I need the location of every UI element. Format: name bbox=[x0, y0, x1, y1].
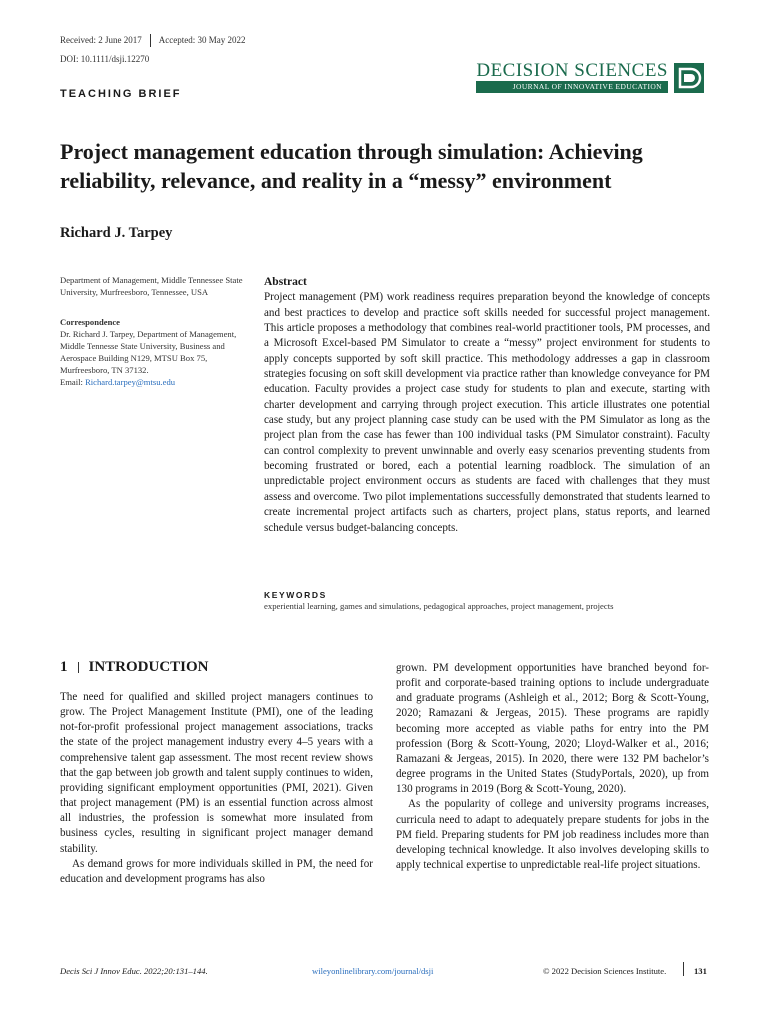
accepted-date: Accepted: 30 May 2022 bbox=[158, 35, 246, 45]
journal-subtitle: JOURNAL OF INNOVATIVE EDUCATION bbox=[476, 81, 668, 93]
correspondence bbox=[60, 316, 250, 388]
journal-logo-icon bbox=[674, 63, 704, 93]
correspondence-email bbox=[60, 376, 250, 388]
paragraph: The need for qualified and skilled project managers continues to grow. The Project Management Institute (PMI), one of the leading not-for-profit professional project management associations, tracks the state of the project management industry every 4–5 years with a comprehensive talent gap assessment. The most recent review shows that the gap between job growth and talent supply continues to widen, providing significant employment opportunities (PMI, 2021). Given that project management (PM) is an essential function across almost all industries, the profession is somewhat more insulated from business cycles, resulting in significant project manager demand stability. bbox=[60, 691, 373, 855]
received-date: Received: 2 June 2017 bbox=[60, 35, 142, 45]
page-number: 131 bbox=[694, 966, 707, 976]
affiliation: Department of Management, Middle Tennessee State University, Murfreesboro, Tennessee, USA bbox=[60, 275, 243, 297]
keywords bbox=[264, 590, 710, 612]
correspondence-text: Dr. Richard J. Tarpey, Department of Management, Middle Tennesse State University, Business and Aerospace Building N129, MTSU Box 75, Murfreesboro, TN 37132. bbox=[60, 329, 237, 375]
abstract bbox=[264, 275, 710, 536]
section-heading bbox=[60, 659, 209, 676]
keywords-list: experiential learning, games and simulations, pedagogical approaches, project management, projects bbox=[264, 601, 614, 611]
journal-name: DECISION SCIENCES bbox=[476, 60, 668, 81]
footer-citation: Decis Sci J Innov Educ. 2022;20:131–144. bbox=[60, 966, 208, 976]
received-accepted-dates bbox=[60, 34, 245, 47]
email-label: Email: bbox=[60, 377, 86, 387]
body-column-left bbox=[60, 690, 373, 887]
divider bbox=[78, 662, 79, 673]
divider bbox=[683, 962, 684, 976]
footer-url[interactable]: wileyonlinelibrary.com/journal/dsji bbox=[312, 966, 434, 976]
article-title: Project management education through simulation: Achieving reliability, relevance, and reality in a “messy” environment bbox=[60, 139, 643, 193]
abstract-text: Project management (PM) work readiness requires preparation beyond the knowledge of concepts and best practices to develop and practice soft skills needed for successful project management. This article proposes a methodology that combines real-world practitioner tools, PM processes, and a Microsoft Excel-based PM Simulator to create a “messy” project environment for students to apply concepts supported by soft skill practice. This methodology addresses a gap in classroom strategies focusing on soft skill development via practice rather than knowledge conveyance for PM education. Faculty provides a project case study for students to plan and execute, starting with charter development and carrying through project execution. This article illustrates one potential case study, but any project planning case study can be used with the PM Simulator as long as the project plan from the case has fewer than 100 individual tasks (PM Simulator constraint). Faculty can control complexity to prevent unwinnable and overly easy scenarios preventing students from becoming frustrated or bored, each a potential learning roadblock. The simulation of an unpredictable project environment occurs as students are faced with challenges that they must assess and overcome. Two pilot implementations successfully demonstrated that students learned to create incremental project artifacts such as charters, project plans, status reports, and learned schedule versus budget-balancing concepts. bbox=[264, 291, 710, 534]
section-title: INTRODUCTION bbox=[88, 659, 209, 675]
body-column-right bbox=[396, 661, 709, 873]
section-label: TEACHING BRIEF bbox=[60, 88, 182, 100]
paragraph: grown. PM development opportunities have branched beyond for-profit and corporate-based training options to include undergraduate and graduate programs (Ashleigh et al., 2012; Borg & Scott-Young, 2020; Ramazani & Jergeas, 2015). These programs are rapidly becoming more accepted as viable paths for entry into the PM profession (Borg & Scott-Young, 2020; Lloyd-Walker et al., 2016; Ramazani & Jergeas, 2015). In 2020, there were 132 PM bachelor’s degree programs in the United States (StudyPortals, 2020), up from 130 programs in 2019 (Borg & Scott-Young, 2020). bbox=[396, 662, 709, 796]
abstract-heading: Abstract bbox=[264, 276, 307, 288]
doi: DOI: 10.1111/dsji.12270 bbox=[60, 54, 150, 64]
paragraph: As demand grows for more individuals skilled in PM, the need for education and development programs has also bbox=[60, 857, 373, 885]
paragraph: As the popularity of college and university programs increases, curricula need to adapt to adequately prepare students for jobs in the PM field. Preparing students for PM job readiness includes more than developing technical knowledge. It also involves developing skills to apply technical expertise to unpredictable real-life project situations. bbox=[396, 798, 709, 872]
journal-brand bbox=[476, 62, 704, 93]
author-name: Richard J. Tarpey bbox=[60, 225, 173, 241]
email-link[interactable]: Richard.tarpey@mtsu.edu bbox=[85, 377, 176, 387]
section-number: 1 bbox=[60, 659, 68, 675]
correspondence-heading: Correspondence bbox=[60, 317, 120, 327]
divider bbox=[150, 34, 151, 47]
footer-copyright: © 2022 Decision Sciences Institute. bbox=[543, 966, 667, 976]
keywords-heading: KEYWORDS bbox=[264, 590, 327, 600]
